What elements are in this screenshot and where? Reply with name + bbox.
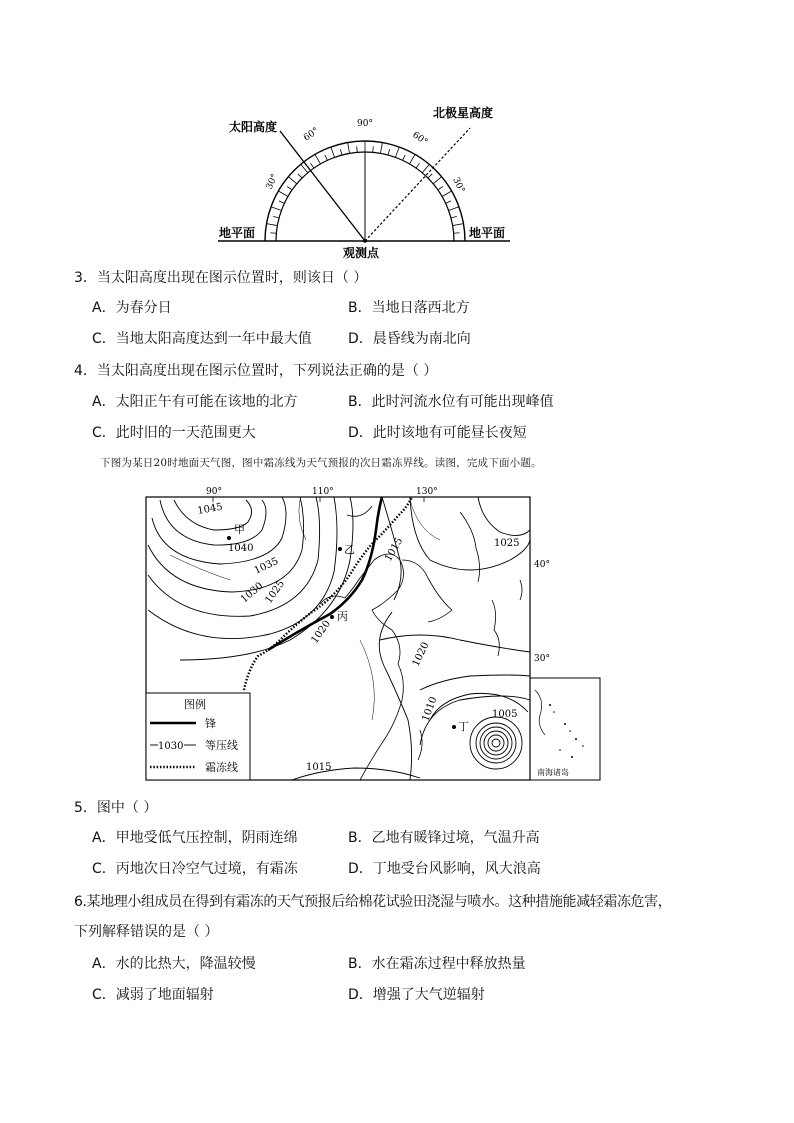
deg-60-left: 60° bbox=[301, 126, 321, 144]
place-jia: 甲 bbox=[234, 523, 245, 536]
degree-tick bbox=[331, 147, 335, 157]
degree-tick bbox=[454, 233, 460, 234]
q5-option-c[interactable]: C．丙地次日冷空气过境，有霜冻 bbox=[92, 861, 298, 877]
legend-isobar-value: 1030 bbox=[158, 741, 184, 752]
deg-60-right: 60° bbox=[410, 130, 430, 148]
iso-label-1020-east: 1020 bbox=[410, 640, 432, 669]
degree-tick bbox=[287, 187, 292, 190]
legend-frost: 霜冻线 bbox=[205, 761, 238, 774]
degree-tick bbox=[416, 163, 419, 168]
degree-tick bbox=[325, 155, 328, 160]
place-ding: 丁 bbox=[458, 720, 469, 733]
degree-tick bbox=[298, 174, 302, 178]
degree-tick bbox=[438, 187, 443, 190]
q6-option-b[interactable]: B．水在霜冻过程中释放热量 bbox=[348, 956, 526, 972]
degree-tick bbox=[403, 155, 406, 160]
deg-30-left: 30° bbox=[264, 172, 281, 192]
degree-tick bbox=[270, 233, 276, 234]
degree-tick bbox=[271, 207, 281, 211]
inset-label: 南海诸岛 bbox=[537, 768, 569, 777]
q5-option-d[interactable]: D．丁地受台风影响，风大浪高 bbox=[348, 861, 541, 877]
iso-label-1020-west: 1020 bbox=[309, 618, 334, 646]
q4-stem: 4．当太阳高度出现在图示位置时，下列说法正确的是（ ） bbox=[74, 363, 438, 379]
label-observer: 观测点 bbox=[343, 246, 380, 260]
label-horizon-left: 地平面 bbox=[219, 226, 256, 240]
q6-option-c[interactable]: C．减弱了地面辐射 bbox=[92, 987, 214, 1003]
iso-label-1025-east: 1025 bbox=[494, 538, 520, 549]
place-yi: 乙 bbox=[344, 543, 355, 556]
q5-option-b[interactable]: B．乙地有暖锋过境，气温升高 bbox=[348, 830, 540, 846]
q4-option-a[interactable]: A．太阳正午有可能在该地的北方 bbox=[92, 394, 298, 410]
weather-map bbox=[0, 478, 794, 798]
sun-altitude-line bbox=[280, 131, 365, 241]
iso-label-1015-south: 1015 bbox=[306, 762, 332, 773]
degree-tick bbox=[453, 224, 464, 226]
degree-tick bbox=[422, 164, 429, 172]
place-ding-dot bbox=[452, 725, 456, 729]
lon-110: 110° bbox=[312, 487, 334, 497]
degree-tick bbox=[279, 201, 284, 204]
degree-tick bbox=[388, 149, 390, 155]
degree-tick bbox=[278, 191, 288, 197]
degree-tick bbox=[410, 154, 416, 164]
place-bing-dot bbox=[330, 615, 334, 619]
degree-tick bbox=[451, 216, 457, 218]
place-yi-dot bbox=[338, 547, 342, 551]
label-horizon-right: 地平面 bbox=[469, 226, 506, 240]
q6-option-d[interactable]: D．增强了大气逆辐射 bbox=[348, 987, 485, 1003]
inset-islands bbox=[549, 704, 584, 758]
lat-30: 30° bbox=[534, 654, 550, 664]
legend-title: 图例 bbox=[184, 698, 206, 711]
q3-option-d[interactable]: D．晨昏线为南北向 bbox=[348, 331, 471, 347]
inset-coast bbox=[535, 690, 545, 735]
degree-tick bbox=[373, 146, 374, 152]
degree-tick bbox=[357, 146, 358, 152]
label-sun-altitude: 太阳高度 bbox=[229, 120, 278, 134]
map-intro: 下图为某日20时地面天气图，图中霜冻线为天气预报的次日霜冻界线。读图，完成下面小题。 bbox=[100, 457, 542, 469]
deg-30-right: 30° bbox=[450, 176, 467, 195]
degree-tick bbox=[395, 147, 399, 157]
iso-label-1040: 1040 bbox=[228, 543, 254, 554]
q5-stem: 5．图中（ ） bbox=[74, 800, 158, 816]
deg-90: 90° bbox=[357, 119, 373, 129]
q4-option-d[interactable]: D．此时该地有可能昼长夜短 bbox=[348, 425, 527, 441]
place-jia-dot bbox=[227, 536, 231, 540]
label-polaris-altitude: 北极星高度 bbox=[433, 106, 494, 120]
degree-tick bbox=[348, 143, 350, 154]
q4-option-c[interactable]: C．此时旧的一天范围更大 bbox=[92, 425, 256, 441]
altitude-diagram bbox=[0, 0, 794, 265]
q3-stem: 3．当太阳高度出现在图示位置时，则该日（ ） bbox=[74, 270, 368, 286]
degree-tick bbox=[311, 163, 314, 168]
degree-tick bbox=[267, 224, 278, 226]
q4-option-b[interactable]: B．此时河流水位有可能出现峰值 bbox=[348, 394, 554, 410]
inset-frame bbox=[530, 678, 600, 780]
legend-isobar: 等压线 bbox=[205, 739, 238, 752]
iso-label-1035: 1035 bbox=[252, 555, 281, 577]
q3-option-a[interactable]: A．为春分日 bbox=[92, 300, 172, 316]
q6-stem-line1: 6.某地理小组成员在得到有霜冻的天气预报后给棉花试验田浇湿与喷水。这种措施能减轻霜冻危害， bbox=[74, 894, 672, 910]
iso-label-1015-north: 1015 bbox=[383, 535, 406, 564]
iso-label-1005: 1005 bbox=[492, 709, 518, 720]
degree-tick bbox=[446, 201, 451, 204]
lat-40: 40° bbox=[534, 560, 550, 570]
lon-130: 130° bbox=[416, 487, 438, 497]
degree-tick bbox=[273, 216, 279, 218]
degree-tick bbox=[442, 191, 452, 197]
q6-option-a[interactable]: A．水的比热大，降温较慢 bbox=[92, 956, 256, 972]
degree-tick bbox=[449, 207, 459, 211]
q3-option-c[interactable]: C．当地太阳高度达到一年中最大值 bbox=[92, 331, 312, 347]
degree-tick bbox=[288, 177, 296, 184]
place-bing: 丙 bbox=[337, 610, 348, 623]
q5-option-a[interactable]: A．甲地受低气压控制，阴雨连绵 bbox=[92, 830, 298, 846]
legend-front: 锋 bbox=[205, 717, 216, 730]
degree-tick bbox=[340, 149, 342, 155]
iso-label-1045: 1045 bbox=[196, 501, 224, 517]
lon-90: 90° bbox=[206, 487, 222, 497]
degree-tick bbox=[380, 143, 382, 154]
degree-tick bbox=[428, 174, 432, 178]
iso-label-1010: 1010 bbox=[420, 695, 440, 724]
iso-label-1030: 1030 bbox=[238, 580, 266, 606]
q3-option-b[interactable]: B．当地日落西北方 bbox=[348, 300, 470, 316]
degree-tick bbox=[433, 177, 441, 184]
iso-label-1025-west: 1025 bbox=[263, 578, 288, 606]
observer-point bbox=[363, 239, 367, 243]
q6-stem-line2: 下列解释错误的是（ ） bbox=[74, 924, 219, 940]
borders bbox=[170, 500, 440, 720]
degree-tick bbox=[315, 154, 321, 164]
